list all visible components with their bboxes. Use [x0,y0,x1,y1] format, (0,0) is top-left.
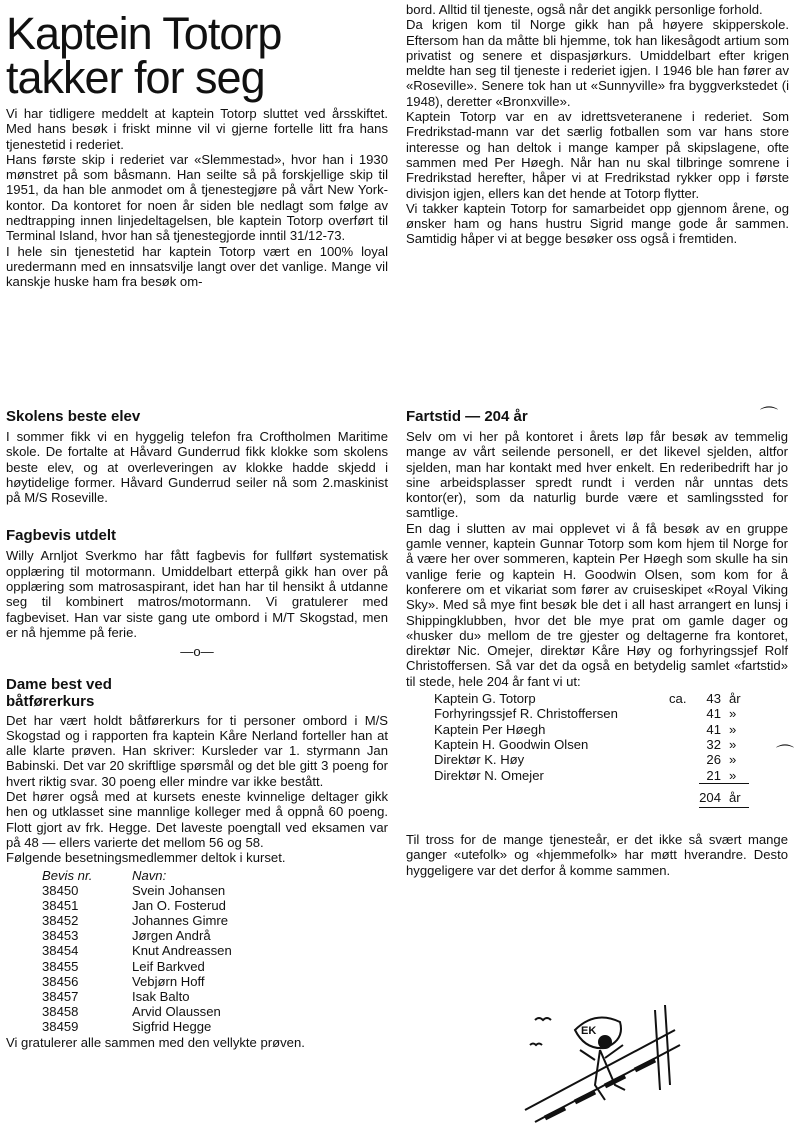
participant-number: 38454 [42,943,79,959]
fartstid-ca [669,706,699,721]
participant-name: Leif Barkved [132,958,205,974]
navn-column-header: Navn: [132,867,167,883]
dame-heading [6,676,388,710]
title-line-2: takker for seg [6,52,265,103]
participant-number: 38457 [42,989,79,1005]
total-rule-top [699,783,749,784]
participant-name: Knut Andreassen [132,943,232,959]
participant-name: Johannes Gimre [132,913,229,929]
participant-row [6,1004,388,1019]
dame-paragraph-1: Det har vært holdt båtførerkurs for ti personer ombord i M/S Skogstad og i rapporten fra kaptein Kåre Nerland forteller han at alle klarte prøven. Han skriver: Kursleder var 1. styrmann Jan Babinski. Det var 20 skriftlige spørsmål og det ble gitt 3 poeng for hvert riktig svar. 30 poeng eller mindre var ikke bestått. [6,712,388,789]
fartstid-unit: » [729,752,737,768]
dame-paragraph-2: Det hører også med at kursets eneste kvinnelige deltager gikk hen og utklasset sine mannlige kolleger med å oppnå 60 poeng. Flott gjort av frk. Hegge. Det laveste poengtall ved eksamen var på 48 — ellers varierte det mellom 56 og 58. [6,789,388,850]
participants-list [6,868,388,1035]
article-title [6,8,388,103]
fartstid-total-row [434,790,769,805]
fartstid-paragraph-1: Selv om vi her på kontoret i årets løp får besøk av temmelig mange av vårt seilende personell, er det likevel sjelden, altfor sjelden, man har kontakt med hver enkelt. En rederibedrift har jo sine arbeidsplasser spredt rundt i verden når unntas dets kontor(er), som da naturlig burde være et samlingssted for samtlige. [406,429,788,521]
right-top-column [406,2,789,247]
fartstid-ca [669,722,699,737]
sailor-illustration [505,990,685,1130]
participant-name: Jan O. Fosterud [132,897,226,913]
participant-number: 38456 [42,973,79,989]
participant-name: Arvid Olaussen [132,1004,221,1020]
right-bottom-column [406,408,788,878]
fartstid-name: Kaptein Per Høegh [434,721,546,737]
title-line-1: Kaptein Totorp [6,8,282,59]
fartstid-row [434,722,769,737]
intro-paragraph-1: Vi har tidligere meddelt at kaptein Totorp sluttet ved årsskiftet. Med hans besøk i friskt minne vil vi gjerne fortelle litt fra hans tjenestetid i rederiet. [6,106,388,152]
participant-row [6,898,388,913]
intro-paragraph-3: I hele sin tjenestetid har kaptein Totorp vært en 100% loyal uredermann med en innsatsvilje langt over det vanlige. Mange vil kanskje huske ham fra besøk om- [6,243,388,290]
fartstid-years: 41 [706,706,721,722]
fartstid-years: 21 [706,767,721,783]
participant-row [6,959,388,974]
fartstid-row [434,752,769,767]
dame-paragraph-3: Følgende besetningsmedlemmer deltok i kurset. [6,850,286,866]
participant-row [6,928,388,943]
participant-row [6,1019,388,1034]
fartstid-years: 26 [706,752,721,768]
fartstid-name: Forhyringssjef R. Christoffersen [434,706,618,722]
fartstid-unit: » [729,706,737,722]
scan-mark-2: ⌒ [776,744,794,764]
fartstid-years: 32 [706,736,721,752]
fartstid-name: Direktør K. Høy [434,752,525,768]
dame-heading-line-1: Dame best ved [6,675,112,693]
fartstid-years: 41 [706,721,721,737]
participant-number: 38451 [42,897,79,913]
participants-header [6,868,388,883]
total-years: 204 [699,789,721,805]
fartstid-unit: » [729,767,737,783]
fartstid-years: 43 [706,691,721,707]
participant-row [6,883,388,898]
fartstid-ca [669,768,699,783]
participant-number: 38455 [42,958,79,974]
participant-name: Sigfrid Hegge [132,1019,212,1035]
section-separator: —o— [180,644,214,660]
participant-name: Isak Balto [132,989,190,1005]
dame-heading-line-2: båtførerkurs [6,692,95,710]
participant-rows [6,883,388,1035]
left-top-column [6,8,388,290]
participant-row [6,989,388,1004]
fagbevis-text: Willy Arnljot Sverkmo har fått fagbevis for fullført systematisk opplæring til motormann. Umiddelbart etterpå gikk han over på opplæring som matrosaspirant, idet han har til hensikt å utdanne seg til kombinert matros/motormann. Vi gratulerer med fagbeviset. Han var siste gang ute ombord i M/T Skogstad, men er nå hjemme på ferie. [6,548,388,640]
participant-row [6,943,388,958]
fartstid-name: Direktør N. Omejer [434,767,544,783]
total-rule-bottom [699,807,749,808]
skolens-section [6,408,388,505]
continuation-paragraph-4: Vi takker kaptein Totorp for samarbeidet opp gjennom årene, og ønsker ham og hans hustru Sigrid mange gode år sammen. Samtidig håper vi at begge besøker oss også i fremtiden. [406,200,789,247]
fartstid-row [434,706,769,721]
fartstid-unit: » [729,736,737,752]
fartstid-ca [669,737,699,752]
participant-number: 38458 [42,1004,79,1020]
total-unit: år [729,789,741,805]
fartstid-heading: Fartstid — 204 år [406,408,528,425]
scan-mark-1: ⌒ [760,406,778,426]
participant-number: 38450 [42,882,79,898]
fartstid-name: Kaptein H. Goodwin Olsen [434,736,589,752]
illustration-label: EK [581,1025,597,1037]
participant-number: 38453 [42,928,79,944]
fartstid-unit: » [729,721,737,737]
continuation-paragraph-2: Da krigen kom til Norge gikk han på høyere skipperskole. Eftersom han da måtte bli hjemme, tok han likesågodt artium som privatist og senere et dispasjørkurs. Umiddelbart efter krigen meldte han seg til tjeneste i rederiet igjen. I 1946 ble han fører av «Roseville». Senere tok han ut «Sunnyville» fra byggverkstedet (i 1948), deretter «Bronxville». [406,17,789,109]
bevis-column-header: Bevis nr. [42,867,93,883]
fartstid-row [434,768,769,783]
fartstid-row [434,691,769,706]
fartstid-rows [434,691,769,783]
fartstid-paragraph-2: En dag i slutten av mai opplevet vi å få besøk av en gruppe gamle venner, kaptein Gunnar Totorp som kom hjem til Norge for å være her over sommeren, kaptein Per Høegh som skulle ha sin vanlige ferie og kaptein H. Goodwin Olsen, som kom for å konferere om et vikariat som fører av cruiseskipet «Royal Viking Sky». Med så mye fint besøk ble det i all hast arrangert en lunsj i Shippingklubben, hvor det ble mye prat om gamle dager og «husker du» mellom de tre gjester og deltagerne fra kontoret, direktør Nic. Omejer, direktør Kåre Høy og forhyringssjef Rolf Christoffersen. Så var det da også en betydelig samlet «fartstid» til stede, hele 204 år fant vi ut: [406,520,788,689]
participant-number: 38459 [42,1019,79,1035]
fartstid-table [434,691,769,783]
fartstid-ca: ca. [669,691,687,707]
skolens-text: I sommer fikk vi en hyggelig telefon fra Croftholmen Maritime skole. De fortalte at Håvard Gunderrud fikk klokke som skolens beste elev, og at overleveringen av klokke hadde skjedd i høytidelige former. Håvard Gunderrud seiler nå som 2.maskinist på M/S Roseville. [6,429,388,506]
skolens-heading: Skolens beste elev [6,408,141,425]
fartstid-total-table [434,790,769,805]
participant-row [6,913,388,928]
fartstid-paragraph-3: Til tross for de mange tjenesteår, er det ikke så svært mange ganger «utefolk» og «hjemmefolk» har møtt hverandre. Desto hyggeligere var det derfor å komme sammen. [406,832,788,878]
fagbevis-heading: Fagbevis utdelt [6,527,117,545]
participant-row [6,974,388,989]
continuation-paragraph-1: bord. Alltid til tjeneste, også når det angikk personlige forhold. [406,2,763,17]
participant-name: Svein Johansen [132,882,226,898]
participant-name: Jørgen Andrå [132,928,211,944]
left-bottom-column [6,408,388,1050]
fartstid-name: Kaptein G. Totorp [434,691,536,707]
fartstid-row [434,737,769,752]
participant-name: Vebjørn Hoff [132,973,205,989]
participant-number: 38452 [42,913,79,929]
dame-closing: Vi gratulerer alle sammen med den vellykte prøven. [6,1034,305,1050]
continuation-paragraph-3: Kaptein Totorp var en av idrettsveteranene i rederiet. Som Fredrikstad-mann var det særlig fotballen som var hans store interesse og han deltok i mange kamper på skipslagene, ofte sammen med Per Høegh. Når han nu skal tilbringe somrene i Fredrikstad herefter, håper vi at Fredrikstad rykker opp i første divisjon igjen, ellers kan det hende at Totorp flytter. [406,109,789,201]
fartstid-unit: år [729,691,741,707]
intro-paragraph-2: Hans første skip i rederiet var «Slemmestad», hvor han i 1930 mønstret på som båsmann. Han seilte så på forskjellige skip til 1951, da han ble anmodet om å tjenestegjøre på vårt New York-kontor. Da kontoret for noen år siden ble nedlagt som følge av nedtrapping innen linjedeltagelsen, ble kaptein Totorp overført til Terminal Island, hvor han så tjenestegjorde inntil 31/12-73. [6,151,388,244]
dame-section [6,676,388,1050]
fartstid-ca [669,752,699,767]
fagbevis-section [6,527,388,659]
